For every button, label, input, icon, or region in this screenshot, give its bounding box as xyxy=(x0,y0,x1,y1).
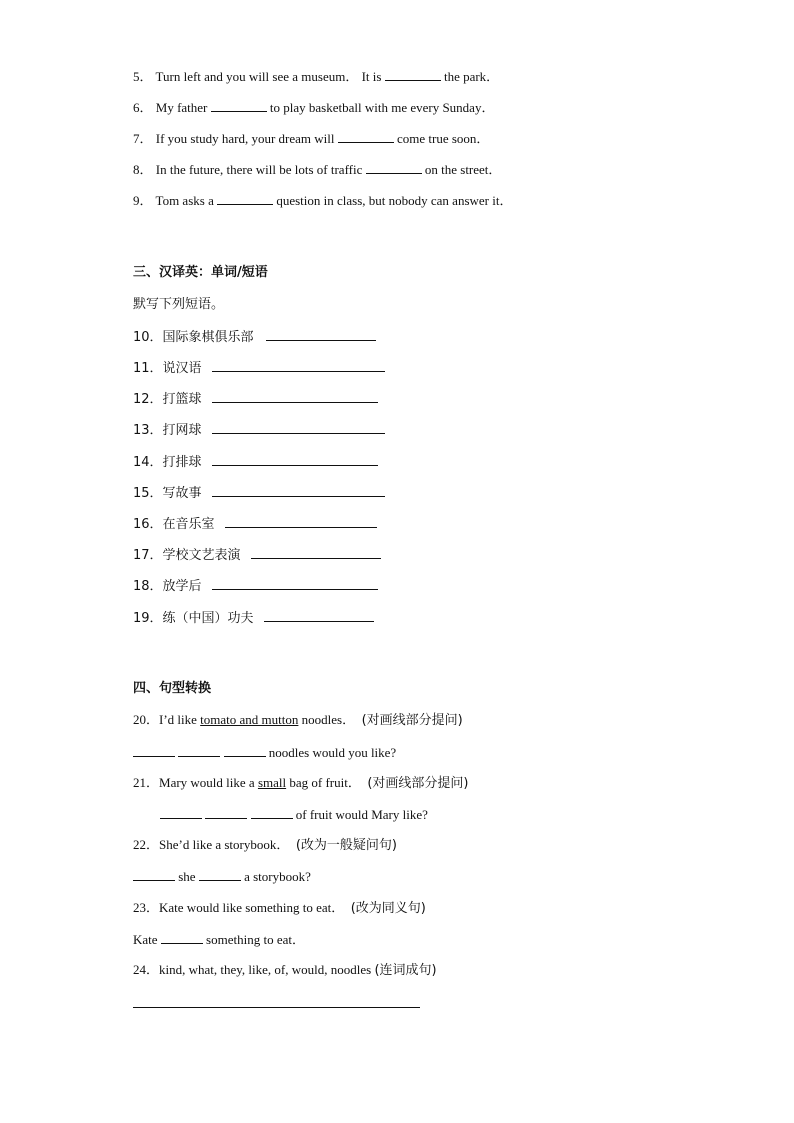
question-number: 20． xyxy=(133,712,160,727)
question-5 xyxy=(133,68,499,85)
question-text: question in class, but nobody can answer it． xyxy=(276,193,513,208)
answer-blank[interactable] xyxy=(211,99,267,112)
question-14 xyxy=(133,453,378,471)
question-number: 11． xyxy=(133,361,163,376)
question-text: 学校文艺表演 xyxy=(162,548,241,563)
question-18 xyxy=(133,577,378,595)
question-text: kind, what, they, like, of, would, noodles xyxy=(159,962,372,977)
answer-blank[interactable] xyxy=(264,609,374,622)
question-number: 8． xyxy=(133,162,153,177)
question-note: (连词成句) xyxy=(374,963,437,978)
question-text: 放学后 xyxy=(162,579,202,594)
question-text: Kate would like something to eat． xyxy=(159,900,345,915)
question-number: 5． xyxy=(133,69,153,84)
question-number: 14． xyxy=(133,455,163,470)
question-12 xyxy=(133,390,378,408)
question-text: 打网球 xyxy=(162,423,202,438)
question-number: 7． xyxy=(133,131,153,146)
question-number: 16． xyxy=(133,517,163,532)
question-text: on the street． xyxy=(424,162,502,177)
question-text: She’d like a storybook． xyxy=(159,837,290,852)
section-4-title: 四、句型转换 xyxy=(133,681,212,696)
answer-blank[interactable] xyxy=(251,806,293,819)
answer-text: of fruit would Mary like? xyxy=(295,807,428,822)
question-text: noodles． xyxy=(301,712,356,727)
question-text: come true soon． xyxy=(396,131,490,146)
question-number: 19． xyxy=(133,611,163,626)
question-text: bag of fruit． xyxy=(289,775,361,790)
question-number: 12． xyxy=(133,392,163,407)
answer-20 xyxy=(133,744,396,761)
answer-blank[interactable] xyxy=(338,130,394,143)
answer-22 xyxy=(133,868,311,885)
question-19 xyxy=(133,609,374,627)
question-24 xyxy=(133,962,437,979)
question-6 xyxy=(133,99,494,116)
answer-blank[interactable] xyxy=(212,359,385,372)
question-23 xyxy=(133,900,426,917)
underlined-phrase: tomato and mutton xyxy=(200,712,299,727)
question-text: I’d like xyxy=(159,712,197,727)
question-note: (改为一般疑问句) xyxy=(295,838,398,853)
question-7 xyxy=(133,130,489,147)
answer-blank[interactable] xyxy=(205,806,247,819)
question-number: 9． xyxy=(133,193,153,208)
answer-blank[interactable] xyxy=(385,68,441,81)
question-9 xyxy=(133,192,512,209)
answer-blank[interactable] xyxy=(212,453,378,466)
answer-text: something to eat． xyxy=(206,932,305,947)
question-21 xyxy=(133,775,469,792)
question-20 xyxy=(133,712,463,729)
answer-blank[interactable] xyxy=(133,744,175,757)
answer-blank[interactable] xyxy=(251,546,381,559)
answer-blank[interactable] xyxy=(133,868,175,881)
question-text: 写故事 xyxy=(162,486,202,501)
question-text: 在音乐室 xyxy=(162,517,215,532)
answer-blank[interactable] xyxy=(212,484,385,497)
question-text: If you study hard, your dream will xyxy=(155,131,335,146)
question-number: 13． xyxy=(133,423,163,438)
answer-24-line[interactable] xyxy=(133,1007,420,1008)
answer-blank[interactable] xyxy=(178,744,220,757)
question-number: 17． xyxy=(133,548,163,563)
underlined-phrase: small xyxy=(257,775,287,790)
question-text: 练（中国）功夫 xyxy=(162,611,254,626)
question-number: 15． xyxy=(133,486,163,501)
question-15 xyxy=(133,484,385,502)
question-number: 21． xyxy=(133,775,160,790)
answer-blank[interactable] xyxy=(225,515,377,528)
section-3-instruction: 默写下列短语。 xyxy=(133,297,225,312)
question-text: the park． xyxy=(443,69,500,84)
question-text: Turn left and you will see a museum． It is xyxy=(155,69,382,84)
answer-blank[interactable] xyxy=(212,390,378,403)
answer-blank[interactable] xyxy=(212,421,385,434)
answer-text: Kate xyxy=(133,932,158,947)
answer-blank[interactable] xyxy=(366,161,422,174)
answer-21 xyxy=(160,806,428,823)
question-text: 国际象棋俱乐部 xyxy=(162,330,254,345)
question-text: My father xyxy=(155,100,208,115)
question-number: 22． xyxy=(133,837,160,852)
answer-23 xyxy=(133,931,305,948)
question-text: 说汉语 xyxy=(162,361,202,376)
question-text: to play basketball with me every Sunday． xyxy=(269,100,495,115)
question-16 xyxy=(133,515,377,533)
question-22 xyxy=(133,837,397,854)
answer-blank[interactable] xyxy=(199,868,241,881)
answer-text: she xyxy=(178,869,196,884)
question-note: (改为同义句) xyxy=(350,901,426,916)
question-text: In the future, there will be lots of traffic xyxy=(155,162,363,177)
question-11 xyxy=(133,359,385,377)
question-note: (对画线部分提问) xyxy=(361,713,463,728)
answer-blank[interactable] xyxy=(160,806,202,819)
question-number: 23． xyxy=(133,900,160,915)
question-number: 24． xyxy=(133,962,160,977)
question-number: 18． xyxy=(133,579,163,594)
question-17 xyxy=(133,546,381,564)
answer-blank[interactable] xyxy=(212,577,378,590)
answer-blank[interactable] xyxy=(266,328,376,341)
question-text: 打篮球 xyxy=(162,392,202,407)
question-13 xyxy=(133,421,385,439)
question-note: (对画线部分提问) xyxy=(367,776,469,791)
question-text: 打排球 xyxy=(162,455,202,470)
question-text: Mary would like a xyxy=(159,775,255,790)
section-3-title: 三、汉译英：单词/短语 xyxy=(133,265,268,280)
question-number: 10． xyxy=(133,330,163,345)
answer-blank[interactable] xyxy=(161,931,203,944)
question-text: Tom asks a xyxy=(155,193,214,208)
answer-blank[interactable] xyxy=(224,744,266,757)
answer-text: noodles would you like? xyxy=(268,745,397,760)
question-8 xyxy=(133,161,501,178)
question-10 xyxy=(133,328,376,346)
answer-blank[interactable] xyxy=(217,192,273,205)
answer-text: a storybook? xyxy=(244,869,311,884)
question-number: 6． xyxy=(133,100,153,115)
